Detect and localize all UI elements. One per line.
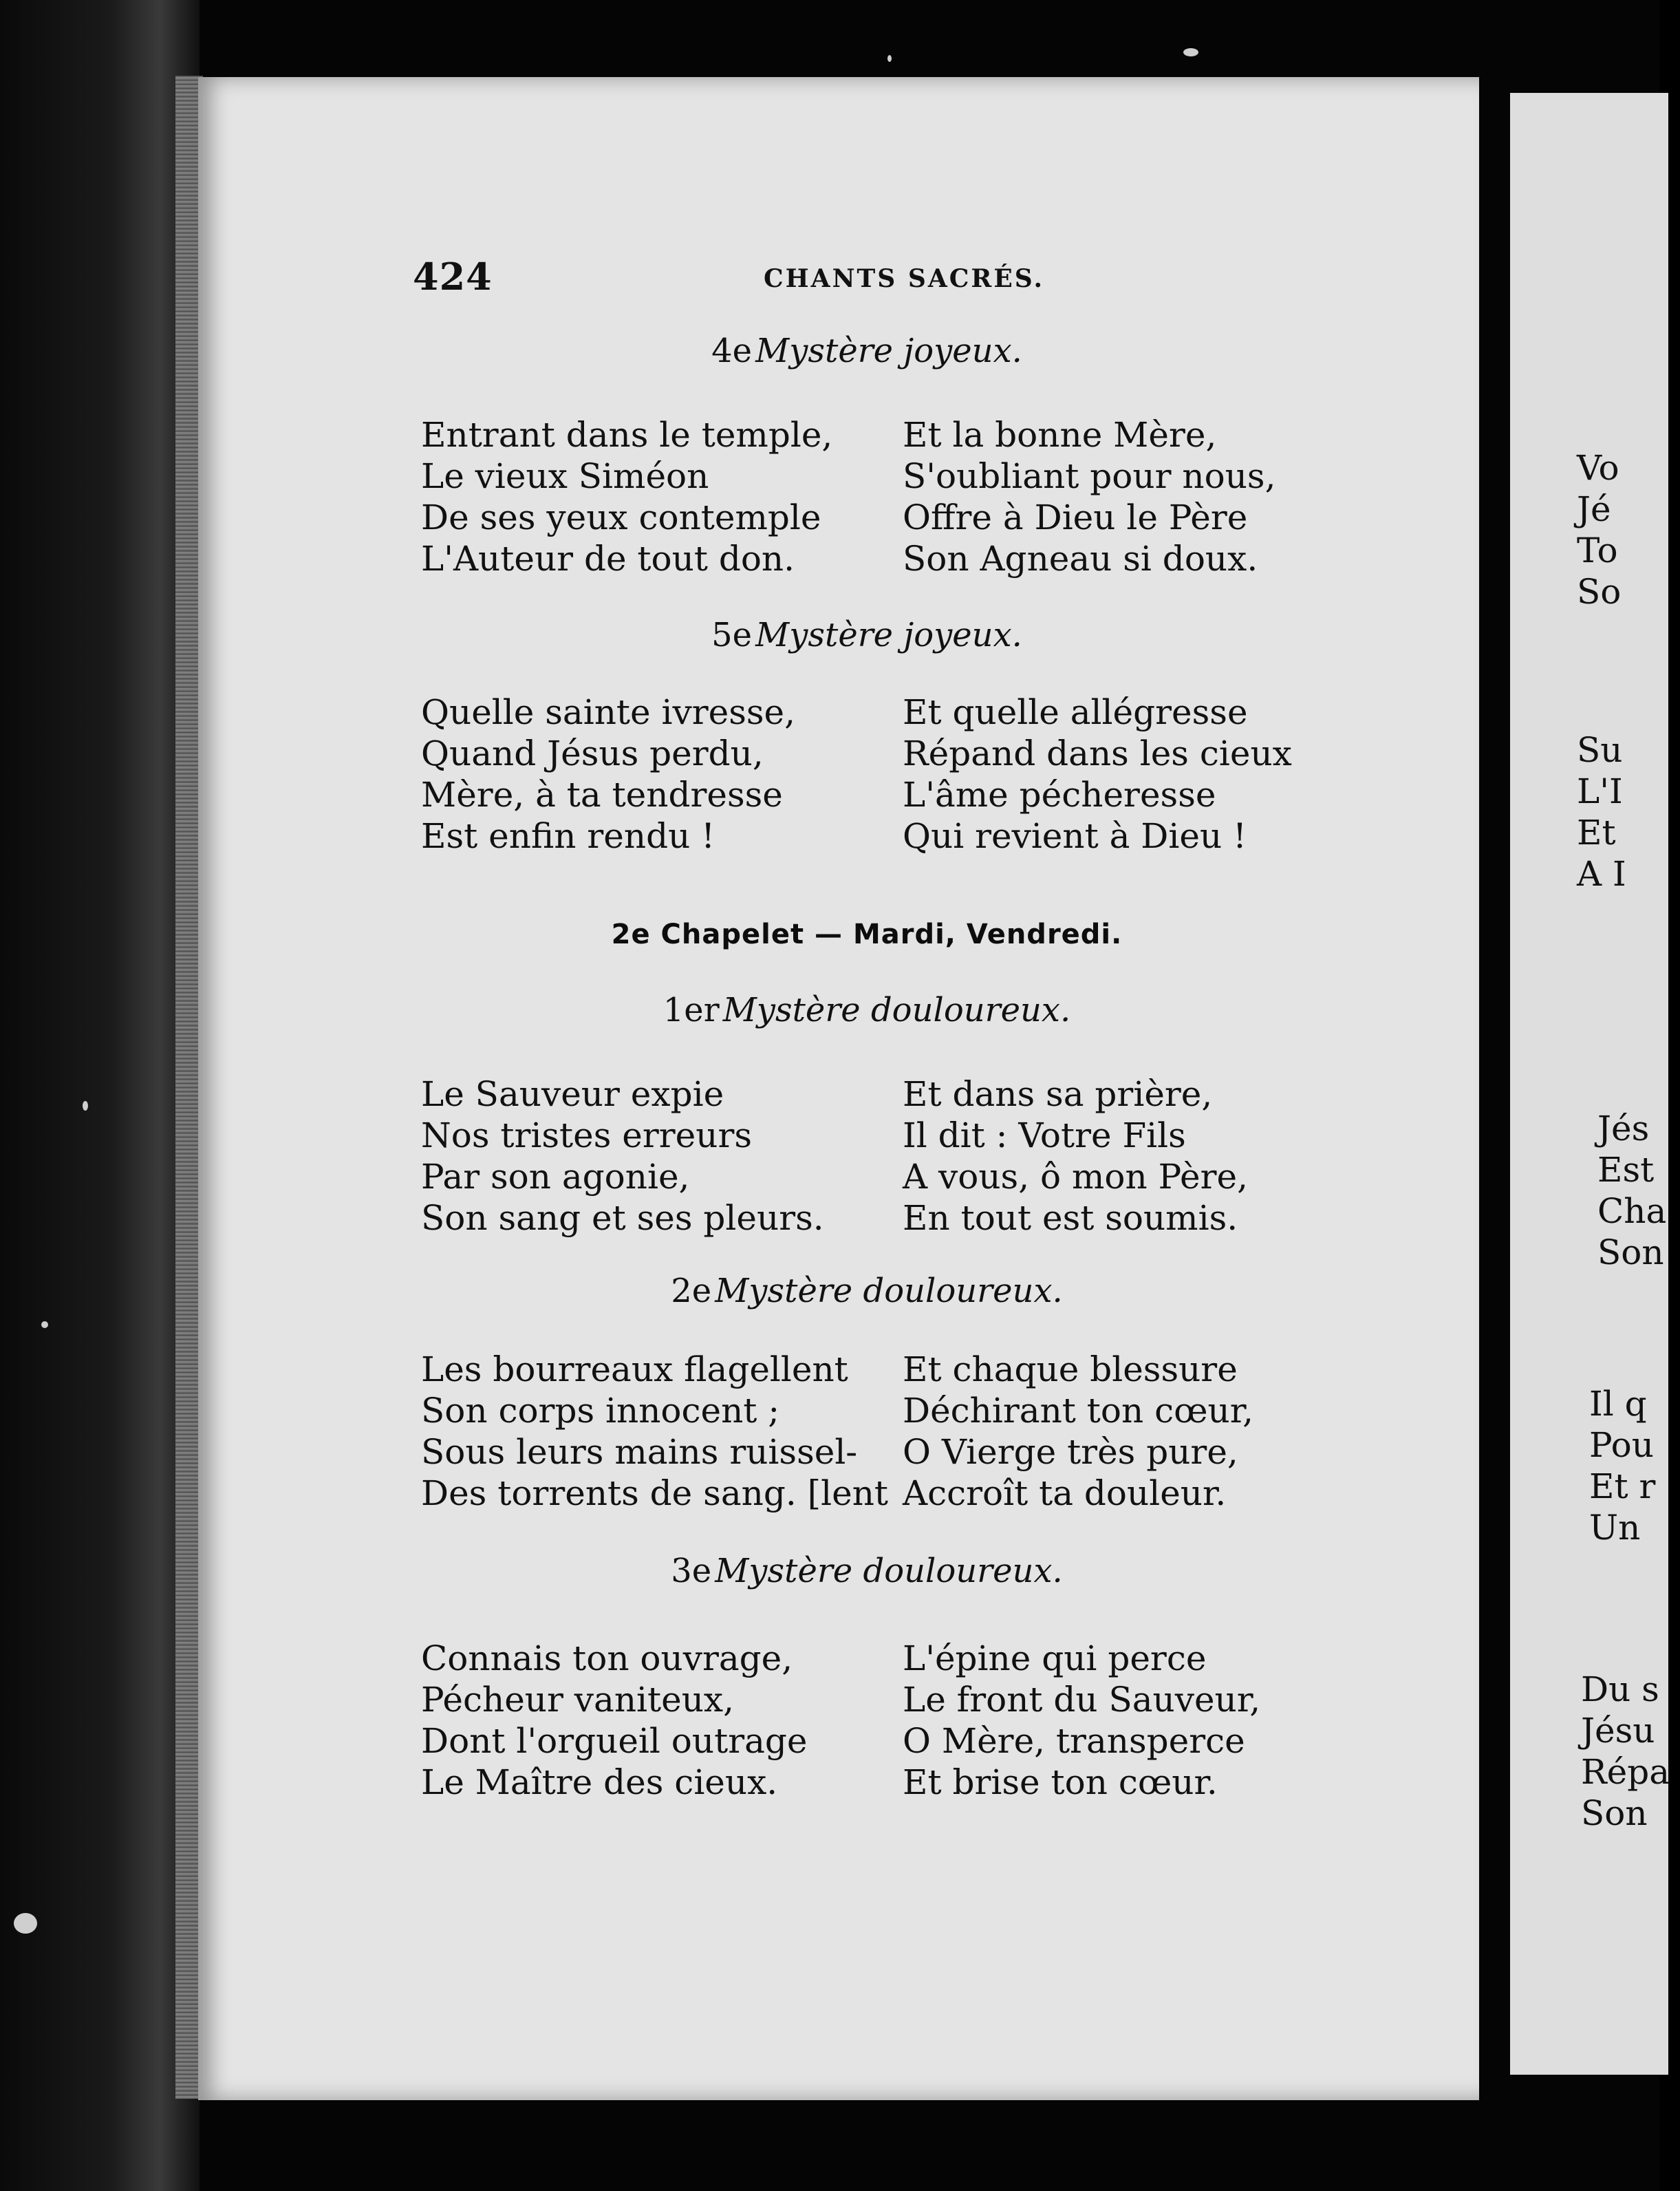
verse-line: Le front du Sauveur,: [903, 1680, 1261, 1720]
stanza: [421, 692, 1350, 857]
fragment-line: Jé: [1577, 489, 1611, 529]
fragment-line: Cha: [1597, 1191, 1667, 1231]
scan-speck: [14, 1913, 37, 1934]
stanza: [421, 1349, 1350, 1514]
verse-line: O Vierge très pure,: [903, 1432, 1238, 1472]
verse-line: Qui revient à Dieu !: [903, 816, 1247, 856]
verse-line: Accroît ta douleur.: [903, 1473, 1227, 1513]
verse-line: O Mère, transperce: [903, 1721, 1245, 1761]
section-heading: [413, 991, 1321, 1029]
verse-line: De ses yeux contemple: [421, 498, 821, 537]
verse-line: Nos tristes erreurs: [421, 1115, 753, 1155]
running-head: [413, 255, 1170, 310]
fragment-line: Et r: [1589, 1466, 1656, 1506]
verse-line: Les bourreaux flagellent: [421, 1349, 848, 1389]
fragment-line: Jés: [1597, 1109, 1650, 1148]
page-number: 424: [413, 255, 493, 299]
verse-line: Et quelle allégresse: [903, 692, 1248, 732]
section-ordinal: 1er: [663, 991, 720, 1029]
verse-line: Dont l'orgueil outrage: [421, 1721, 808, 1761]
verse-line: Et brise ton cœur.: [903, 1762, 1218, 1802]
verse-line: Est enfin rendu !: [421, 816, 715, 856]
fragment-line: Répa: [1581, 1752, 1670, 1792]
verse-line: Entrant dans le temple,: [421, 415, 833, 455]
verse-line: Pécheur vaniteux,: [421, 1680, 735, 1720]
stanza-right-column: [903, 1073, 1350, 1239]
verse-line: Et dans sa prière,: [903, 1074, 1213, 1114]
chapelet-heading: 2e Chapelet — Mardi, Vendredi.: [611, 919, 1123, 950]
scan-speck: [83, 1101, 88, 1111]
verse-line: Quand Jésus perdu,: [421, 734, 764, 773]
book-binding: [0, 0, 200, 2191]
fragment-line: Vo: [1577, 448, 1619, 488]
fragment-line: Est: [1597, 1150, 1655, 1190]
stanza-right-column: [903, 692, 1350, 857]
fragment-line: So: [1577, 572, 1622, 612]
stanza: [421, 1073, 1350, 1239]
verse-line: Sous leurs mains ruissel-: [421, 1432, 858, 1472]
verse-line: Des torrents de sang. [lent: [421, 1473, 889, 1513]
stanza-right-column: [903, 414, 1350, 579]
section-heading: [413, 1272, 1321, 1310]
fragment-line: Du s: [1581, 1669, 1659, 1709]
verse-line: Il dit : Votre Fils: [903, 1115, 1186, 1155]
scan-speck: [887, 55, 892, 62]
facing-page-fragment: [1589, 1383, 1672, 1548]
page-gutter: [1479, 77, 1512, 2100]
fragment-line: Son: [1581, 1793, 1648, 1833]
verse-line: L'âme pécheresse: [903, 775, 1216, 815]
stanza-left-column: [421, 1638, 903, 1803]
stanza-left-column: [421, 414, 903, 579]
stanza-left-column: [421, 692, 903, 857]
verse-line: L'Auteur de tout don.: [421, 539, 795, 579]
verse-line: Et chaque blessure: [903, 1349, 1238, 1389]
facing-page-fragment: [1577, 447, 1659, 612]
stanza-right-column: [903, 1638, 1350, 1803]
section-heading: [413, 332, 1321, 370]
fragment-line: Et: [1577, 813, 1616, 853]
section-ordinal: 2e: [671, 1272, 712, 1310]
facing-page-fragment: [1577, 729, 1659, 895]
verse-line: Mère, à ta tendresse: [421, 775, 783, 815]
section-heading: [413, 616, 1321, 654]
verse-line: Et la bonne Mère,: [903, 415, 1217, 455]
verse-line: Le Maître des cieux.: [421, 1762, 778, 1802]
fragment-line: Jésu: [1581, 1711, 1655, 1751]
section-title: Mystère joyeux.: [755, 332, 1022, 370]
stanza-right-column: [903, 1349, 1350, 1514]
section-title: Mystère joyeux.: [755, 616, 1022, 654]
verse-line: A vous, ô mon Père,: [903, 1157, 1248, 1197]
fragment-line: A I: [1577, 854, 1626, 894]
fragment-line: Il q: [1589, 1384, 1647, 1424]
fragment-line: Su: [1577, 730, 1623, 770]
scan-speck: [1183, 48, 1198, 56]
verse-line: Quelle sainte ivresse,: [421, 692, 796, 732]
stanza: [421, 1638, 1350, 1803]
section-title: Mystère douloureux.: [715, 1552, 1063, 1590]
fragment-line: Pou: [1589, 1425, 1654, 1465]
stanza-left-column: [421, 1349, 903, 1514]
running-title: CHANTS SACRÉS.: [764, 264, 1045, 293]
scan-speck: [41, 1321, 48, 1328]
fragment-line: L'I: [1577, 771, 1623, 811]
verse-line: Déchirant ton cœur,: [903, 1391, 1254, 1431]
fragment-line: To: [1577, 531, 1618, 570]
stanza: [421, 414, 1350, 579]
verse-line: Répand dans les cieux: [903, 734, 1292, 773]
verse-line: Le Sauveur expie: [421, 1074, 724, 1114]
section-heading: [413, 1552, 1321, 1590]
section-ordinal: 5e: [711, 616, 753, 654]
verse-line: Son Agneau si doux.: [903, 539, 1258, 579]
fragment-line: Son: [1597, 1232, 1664, 1272]
facing-page-fragment: [1581, 1669, 1670, 1834]
stanza-left-column: [421, 1073, 903, 1239]
verse-line: En tout est soumis.: [903, 1198, 1238, 1238]
section-title: Mystère douloureux.: [722, 991, 1071, 1029]
verse-line: L'épine qui perce: [903, 1638, 1207, 1678]
verse-line: Connais ton ouvrage,: [421, 1638, 793, 1678]
section-ordinal: 3e: [671, 1552, 712, 1590]
verse-line: S'oubliant pour nous,: [903, 456, 1276, 496]
verse-line: Son corps innocent ;: [421, 1391, 780, 1431]
section-ordinal: 4e: [711, 332, 753, 370]
verse-line: Son sang et ses pleurs.: [421, 1198, 824, 1238]
facing-page-fragment: [1597, 1108, 1680, 1273]
section-title: Mystère douloureux.: [715, 1272, 1063, 1310]
verse-line: Le vieux Siméon: [421, 456, 709, 496]
verse-line: Offre à Dieu le Père: [903, 498, 1248, 537]
verse-line: Par son agonie,: [421, 1157, 690, 1197]
fragment-line: Un: [1589, 1508, 1641, 1548]
